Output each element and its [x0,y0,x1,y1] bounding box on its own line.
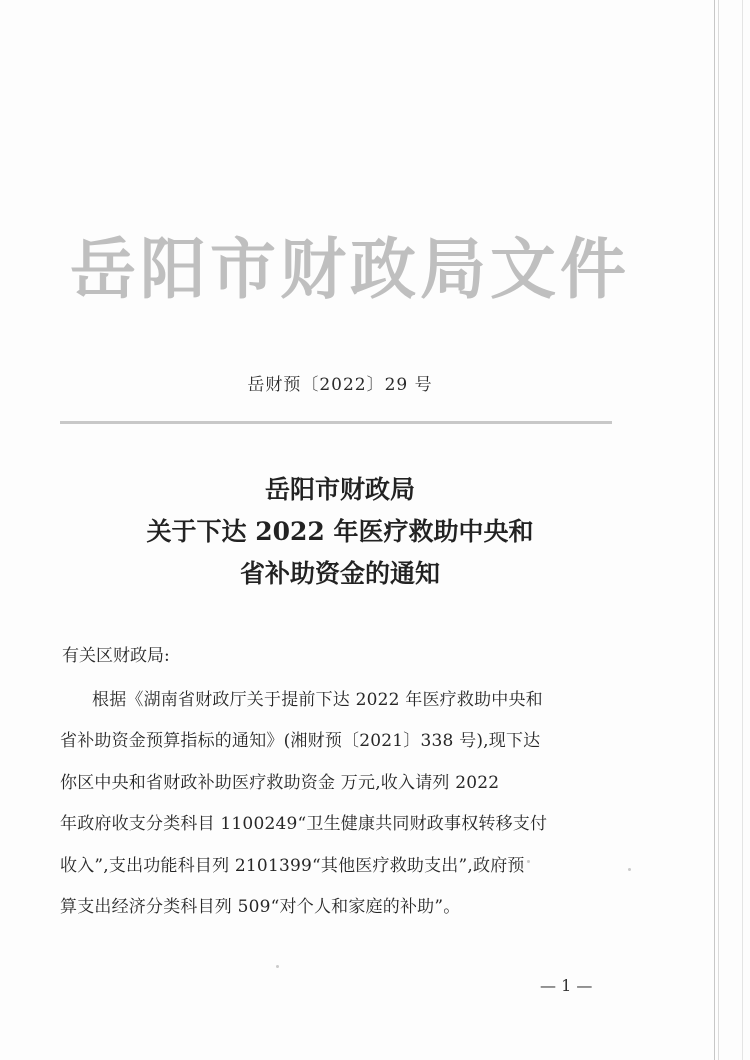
body-line-3: 你区中央和省财政补助医疗救助资金 万元,收入请列 2022 [60,773,500,793]
scan-edge-line [714,0,715,1060]
title-line-2: 关于下达 2022 年医疗救助中央和 [146,517,534,546]
agency-file-title: 岳阳市财政局文件 [70,230,630,308]
header-divider [60,421,612,424]
body-line-6: 算支出经济分类科目列 509“对个人和家庭的补助”。 [60,897,461,917]
salutation: 有关区财政局: [62,646,170,666]
scan-edge-line [742,0,743,1060]
scan-speck [276,965,279,968]
page-number: — 1 — [540,976,593,995]
body-line-4: 年政府收支分类科目 1100249“卫生健康共同财政事权转移支付 [60,814,548,834]
scan-speck [628,868,631,871]
scan-edge-line [718,0,719,1060]
body-line-2: 省补助资金预算指标的通知》(湘财预〔2021〕338 号),现下达 [60,731,541,751]
body-line-5: 收入”,支出功能科目列 2101399“其他医疗救助支出”,政府预 [60,856,525,876]
title-line-3: 省补助资金的通知 [239,559,440,588]
document-number: 岳财预〔2022〕29 号 [247,375,433,395]
scan-speck [527,860,530,863]
body-line-1: 根据《湖南省财政厅关于提前下达 2022 年医疗救助中央和 [92,690,543,710]
title-line-1: 岳阳市财政局 [264,475,415,504]
